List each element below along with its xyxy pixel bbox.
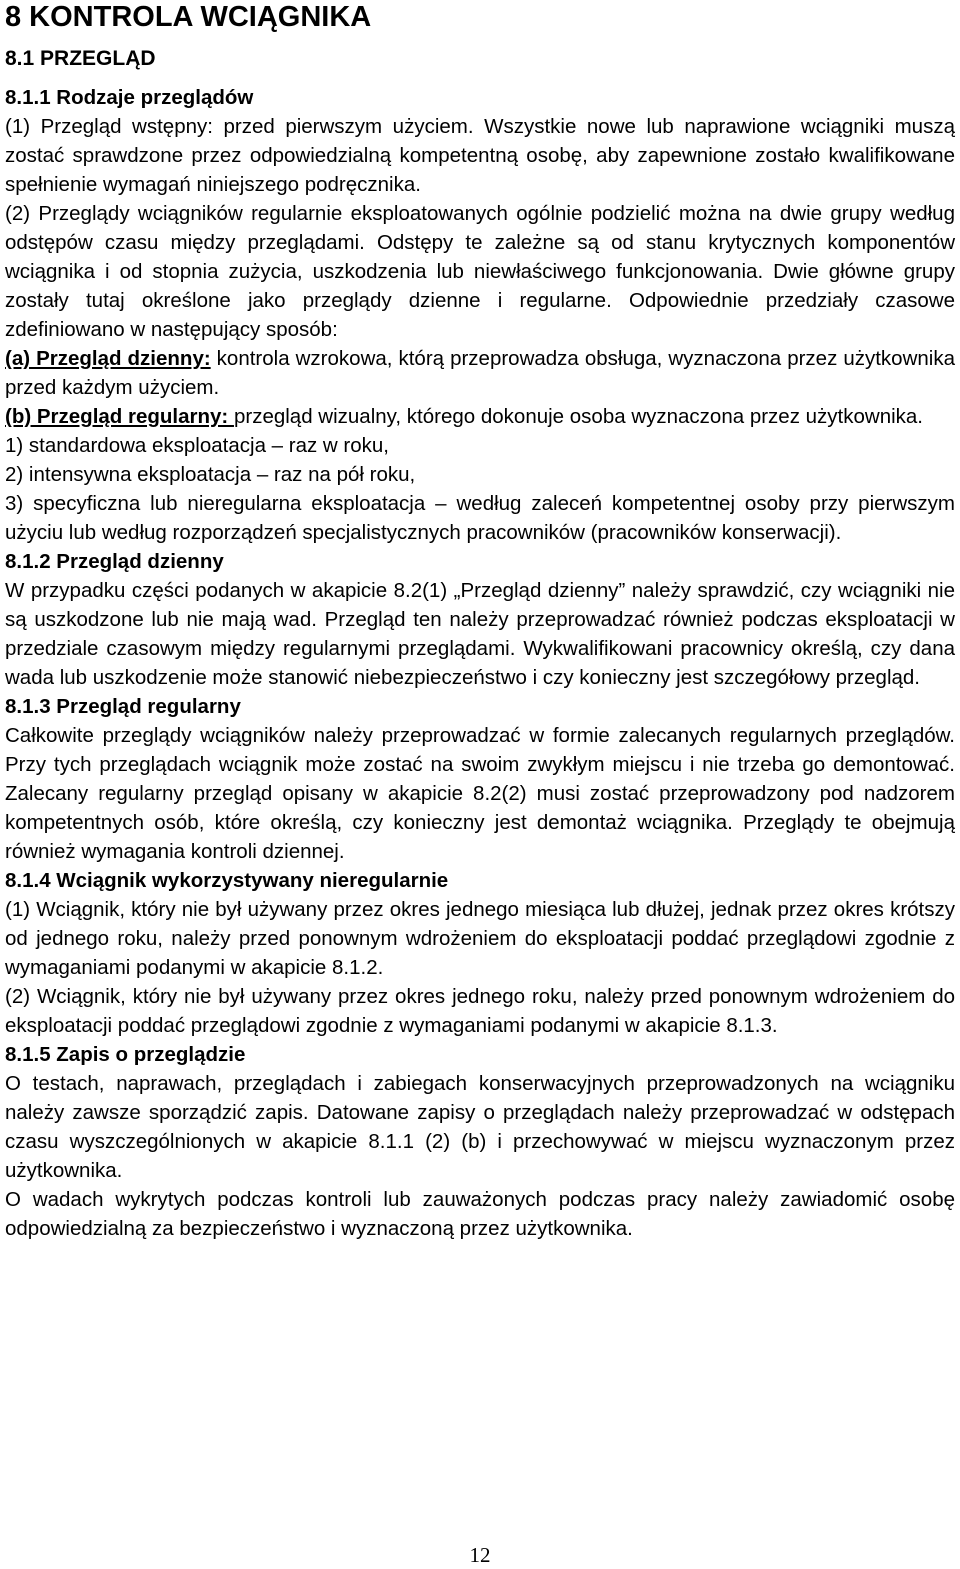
item-daily-label: (a) Przegląd dzienny: [5,347,211,370]
item-regular-text: przegląd wizualny, którego dokonuje osoba wyznaczona przez użytkownika. [233,405,924,428]
heading-8-1-4: 8.1.4 Wciągnik wykorzystywany nieregularnie [5,869,449,892]
section-title: 8.1 PRZEGLĄD [5,47,156,70]
paragraph-unused-month: (1) Wciągnik, który nie był używany przez okres jednego miesiąca lub dłużej, jednak przez okres krótszy od jednego roku, należy przed ponownym wdrożeniem do eksploatacji poddać przeglądowi zgodnie z wymaganiami podanymi w akapicie 8.1.2. [5,898,955,979]
paragraph-regular-inspection: Całkowite przeglądy wciągników należy przeprowadzać w formie zalecanych regularnych przeglądów. Przy tych przeglądach wciągnik może zostać na swoim zwykłym miejscu i nie trzeba go demontować. Zalecany regularny przegląd opisany w akapicie 8.2(2) musi zostać przeprowadzony pod nadzorem kompetentnych osób, które określą, czy konieczny jest demontaż wciągnika. Przeglądy te obejmują również wymagania kontroli dziennej. [5,724,955,863]
list-item-specific: 3) specyficzna lub nieregularna eksploatacja – według zaleceń kompetentnej osoby przy pierwszym użyciu lub według rozporządzeń specjalistycznych pracowników (pracowników konserwacji). [5,492,955,544]
paragraph-inspection-groups: (2) Przeglądy wciągników regularnie eksploatowanych ogólnie podzielić można na dwie grupy według odstępów czasu między przeglądami. Odstępy te zależne są od stanu krytycznych komponentów wciągnika i od stopnia zużycia, uszkodzenia lub niewłaściwego funkcjonowania. Dwie główne grupy zostały tutaj określone jako przeglądy dzienne i regularne. Odpowiednie przedziały czasowe zdefiniowano w następujący sposób: [5,202,955,341]
item-daily-inspection [5,344,955,402]
list-item-standard: 1) standardowa eksploatacja – raz w roku, [5,434,390,457]
item-regular-inspection [5,402,955,431]
chapter-title: 8 KONTROLA WCIĄGNIKA [5,1,372,33]
list-item-intensive: 2) intensywna eksploatacja – raz na pół roku, [5,463,416,486]
item-daily-text: kontrola wzrokowa, którą przeprowadza obsługa, wyznaczona przez użytkownika przed każdym użyciem. [5,347,955,399]
item-regular-label: (b) Przegląd regularny: [5,405,234,428]
page-number: 12 [469,1543,491,1567]
heading-8-1-1: 8.1.1 Rodzaje przeglądów [5,86,254,109]
paragraph-unused-year: (2) Wciągnik, który nie był używany przez okres jednego roku, należy przed ponownym wdrożeniem do eksploatacji poddać przeglądowi zgodnie z wymaganiami podanymi w akapicie 8.1.3. [5,985,955,1037]
spacer [5,73,955,83]
heading-8-1-3: 8.1.3 Przegląd regularny [5,695,241,718]
heading-8-1-2: 8.1.2 Przegląd dzienny [5,550,224,573]
heading-8-1-5: 8.1.5 Zapis o przeglądzie [5,1043,246,1066]
paragraph-defects: O wadach wykrytych podczas kontroli lub zauważonych podczas pracy należy zawiadomić osobę odpowiedzialną za bezpieczeństwo i wyznaczoną przez użytkownika. [5,1188,955,1240]
paragraph-records: O testach, naprawach, przeglądach i zabiegach konserwacyjnych przeprowadzonych na wciągniku należy zawsze sporządzić zapis. Datowane zapisy o przeglądach należy przeprowadzać w odstępach czasu wyszczególnionych w akapicie 8.1.1 (2) (b) i przechowywać w miejscu wyznaczonym przez użytkownika. [5,1072,955,1182]
paragraph-initial-inspection: (1) Przegląd wstępny: przed pierwszym użyciem. Wszystkie nowe lub naprawione wciągniki muszą zostać sprawdzone przez odpowiedzialną kompetentną osobę, aby zapewnione zostało kwalifikowane spełnienie wymagań niniejszego podręcznika. [5,115,955,196]
paragraph-daily-inspection: W przypadku części podanych w akapicie 8.2(1) „Przegląd dzienny” należy sprawdzić, czy wciągniki nie są uszkodzone lub nie mają wad. Przegląd ten należy przeprowadzać również podczas eksploatacji w przedziale czasowym między regularnymi przeglądami. Wykwalifikowani pracownicy określą, czy dana wada lub uszkodzenie może stanowić niebezpieczeństwo i czy konieczny jest szczegółowy przegląd. [5,579,955,689]
